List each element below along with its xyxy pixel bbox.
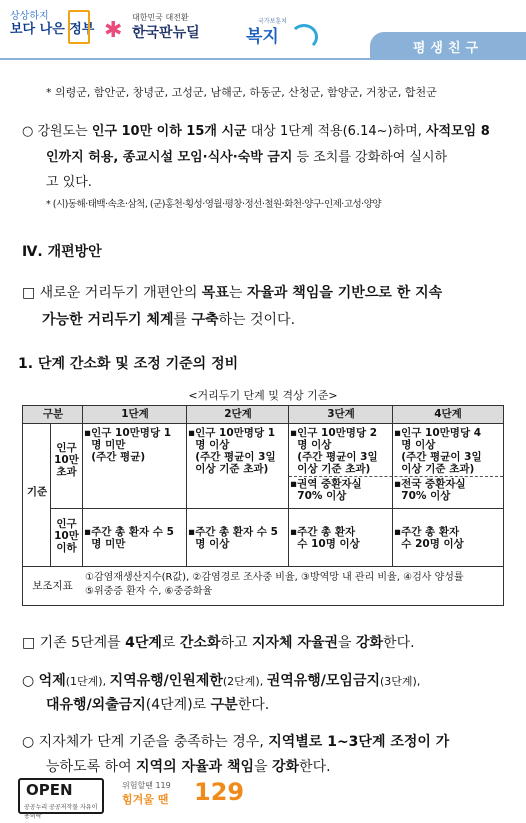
paragraph-simplify (22, 632, 415, 652)
table-header-level1: 1단계 (83, 406, 187, 424)
open-license-sub: 공공누리 공공저작물 자유이용허락 (24, 804, 98, 820)
cell-level3-icu: ▪권역 중환자실 70% 이상 (290, 478, 362, 502)
helpline-119: 위험할땐 119 (122, 781, 171, 790)
open-license-word: OPEN (26, 781, 73, 799)
table-header-gubun: 구분 (23, 406, 83, 424)
new-deal-sub: 대한민국 대전환 (132, 13, 189, 22)
open-license-badge (18, 778, 104, 820)
section-heading: Ⅳ. 개편방안 (22, 244, 102, 260)
text-bold: 4단계 (125, 635, 162, 651)
text-bold: 대유행/외출금지 (46, 697, 146, 713)
text: 한다. (383, 635, 415, 651)
table-caption: <거리두기 단계 및 격상 기준> (188, 389, 338, 402)
cell-level4-icu: ▪전국 중환자실 70% 이상 (394, 478, 466, 502)
logo-title: 보다 나은 정부 (10, 22, 95, 37)
text-bold: 가능한 거리두기 체계 (42, 312, 174, 328)
paragraph-gangwon-line2 (46, 146, 447, 165)
row-label-criteria: 기준 (26, 486, 48, 498)
helpline-label: 힘겨울 땐 (122, 793, 169, 806)
cell-level1-under: ▪주간 총 환자 수 5 명 미만 (84, 526, 174, 550)
swoosh-icon (290, 24, 318, 50)
text: 는 (228, 285, 247, 301)
table-line (82, 406, 83, 566)
paragraph-goal-line1 (22, 282, 442, 302)
distancing-table (22, 405, 504, 606)
cell-level1-over: ▪인구 10만명당 1 명 미만 (주간 평균) (84, 427, 172, 463)
paragraph-levels-line1 (22, 670, 420, 690)
cell-level4-over: ▪인구 10만명당 4 명 이상 (주간 평균이 3일 이상 기준 초과) (394, 427, 482, 475)
text-bold: 지역별로 1~3단계 조정이 가 (268, 734, 450, 750)
text: 하고 (220, 635, 252, 651)
text-bold: 강화 (355, 635, 384, 651)
cell-level2-over: ▪인구 10만명당 1 명 이상 (주간 평균이 3일 이상 기준 초과) (188, 427, 276, 475)
government-logo (10, 10, 96, 52)
text: □ 새로운 거리두기 개편안의 (22, 285, 202, 301)
text-bold: 지역유행/인원제한 (109, 673, 223, 689)
table-dashed-line (289, 476, 503, 477)
paragraph-regional-line1 (22, 731, 449, 751)
cell-level3-under: ▪주간 총 환자 수 10명 이상 (290, 526, 360, 550)
logo-slogan: 상상하지 (10, 11, 49, 22)
helpline-number: 129 (194, 778, 245, 806)
table-line (288, 406, 289, 566)
text: (1단계), (65, 675, 110, 688)
text: ○ 지자체가 단계 기준을 충족하는 경우, (22, 734, 269, 750)
region-note: * 의령군, 함안군, 창녕군, 고성군, 남해군, 하동군, 산청군, 함양군, 거창군, 합천군 (46, 86, 437, 99)
gangwon-region-note: * (시)동해·태백·속초·삼척, (군)홍천·횡성·영월·평창·정선·철원·화천·양구·인제·고성·양양 (46, 199, 382, 210)
table-line (50, 508, 504, 509)
text-bold: 지자체 자율권 (251, 635, 338, 651)
text: ○ 강원도는 (22, 124, 92, 139)
row-sub-over-100k: 인구 10만 초과 (54, 442, 79, 478)
paragraph-levels-line2 (46, 694, 269, 714)
text: 등 조치를 강화하여 실시하 (292, 150, 448, 165)
page-header (0, 0, 526, 70)
paragraph-gangwon-line1 (22, 120, 490, 139)
table-header-level3: 3단계 (289, 406, 393, 424)
table-line (186, 406, 187, 566)
text-bold: 억제 (38, 673, 66, 689)
paragraph-goal-line2 (42, 309, 295, 329)
text: 로 (161, 635, 180, 651)
text-bold: 간소화 (179, 635, 221, 651)
cell-level4-under: ▪주간 총 환자 수 20명 이상 (394, 526, 464, 550)
text-bold: 강화 (271, 759, 300, 775)
text: □ 기존 5단계를 (22, 635, 126, 651)
table-header-level4: 4단계 (393, 406, 503, 424)
text: 대상 1단계 적용(6.14~)하며, (246, 124, 426, 139)
header-tab (370, 32, 526, 58)
text-bold: 자율과 책임을 기반으로 한 지속 (246, 285, 443, 301)
text-bold: 인까지 허용, 종교시설 모임·식사·숙박 금지 (46, 150, 293, 165)
text-bold: 권역유행/모임금지 (266, 673, 381, 689)
text: ○ (22, 673, 39, 689)
pinwheel-icon: ✱ (104, 18, 123, 43)
text: 한다. (237, 697, 270, 713)
table-line (23, 566, 504, 567)
cell-level3-over: ▪인구 10만명당 2 명 이상 (주간 평균이 3일 이상 기준 초과) (290, 427, 378, 475)
text: 을 (338, 635, 356, 651)
row-sub-under-100k: 인구 10만 이하 (54, 518, 79, 554)
header-tab-label: 평생친구 (412, 41, 484, 56)
plus-frame-icon (68, 10, 90, 44)
aux-indicator-text: ①감염재생산지수(R값), ②감염경로 조사중 비율, ③방역망 내 관리 비율, ④검사 양성률 ⑤위중증 환자 수, ⑥중증화율 (85, 572, 464, 597)
welfare-logo-sub: 국가보훈처 (258, 18, 287, 25)
text-bold: 목표 (201, 285, 229, 301)
subsection-heading: 1. 단계 간소화 및 조정 기준의 정비 (18, 356, 239, 372)
helpline-badge (122, 778, 245, 818)
text: (3단계), (380, 675, 421, 688)
text: (2단계), (222, 675, 267, 688)
table-line (392, 406, 393, 566)
cell-level2-under: ▪주간 총 환자 수 5 명 이상 (188, 526, 278, 550)
text: 을 (254, 759, 272, 775)
text: 능하도록 하여 (46, 759, 137, 775)
text-bold: 구축 (191, 312, 219, 328)
text: 하는 것이다. (218, 312, 296, 328)
text: 를 (173, 312, 192, 328)
paragraph-regional-line2 (46, 756, 331, 776)
new-deal-title: 한국판뉴딜 (132, 25, 200, 41)
text-bold: 지역의 자율과 책임 (136, 759, 254, 775)
text: 한다. (299, 759, 331, 775)
table-header-level2: 2단계 (187, 406, 289, 424)
welfare-logo-title: 복지 (246, 27, 279, 47)
text: (4단계)로 (145, 697, 211, 713)
welfare-logo (246, 16, 326, 50)
header-divider (0, 58, 526, 60)
korean-new-deal-logo (104, 12, 204, 52)
paragraph-gangwon-line3: 고 있다. (46, 175, 92, 190)
text-bold: 사적모임 8 (425, 124, 490, 139)
text-bold: 구분 (210, 697, 238, 713)
page-footer (14, 776, 526, 823)
aux-indicator-label: 보조지표 (32, 580, 73, 592)
text-bold: 인구 10만 이하 15개 시군 (91, 124, 247, 139)
